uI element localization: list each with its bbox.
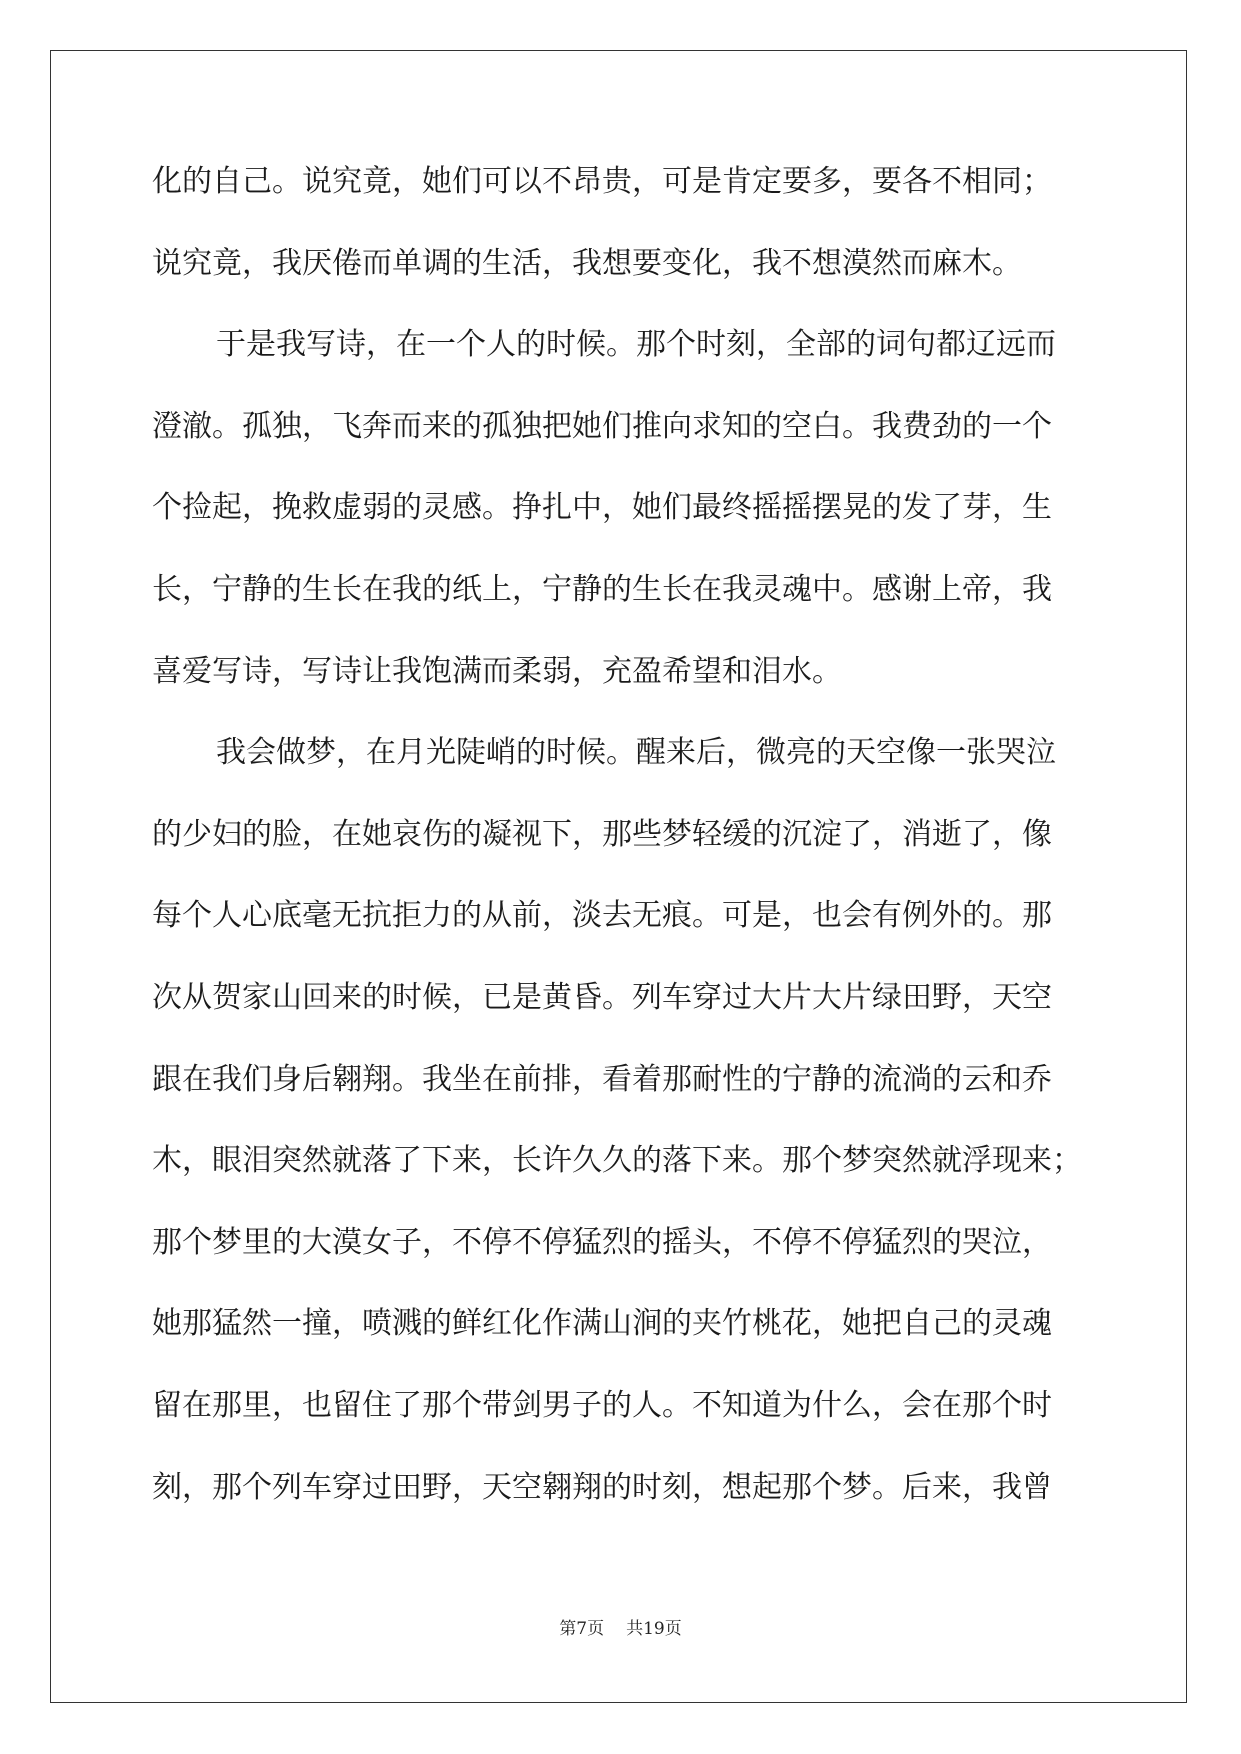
- text-line: 于是我写诗，在一个人的时候。那个时刻，全部的词句都辽远而: [216, 327, 1056, 363]
- text-line: 次从贺家山回来的时候，已是黄昏。列车穿过大片大片绿田野，天空: [152, 979, 1052, 1015]
- text-line: 每个人心底毫无抗拒力的从前，淡去无痕。可是，也会有例外的。那: [152, 898, 1052, 934]
- body-text: [152, 152, 1112, 1539]
- page-footer: [0, 1614, 1241, 1639]
- text-line: 长，宁静的生长在我的纸上，宁静的生长在我灵魂中。感谢上帝，我: [152, 571, 1052, 607]
- text-line: 她那猛然一撞，喷溅的鲜红化作满山涧的夹竹桃花，她把自己的灵魂: [152, 1306, 1052, 1342]
- text-line: 喜爱写诗，写诗让我饱满而柔弱，充盈希望和泪水。: [152, 653, 842, 689]
- text-line: 个捡起，挽救虚弱的灵感。挣扎中，她们最终摇摇摆晃的发了芽，生: [152, 490, 1052, 526]
- text-line: 澄澈。孤独，飞奔而来的孤独把她们推向求知的空白。我费劲的一个: [152, 408, 1052, 444]
- page-number: 第7页: [559, 1619, 605, 1639]
- text-line: 跟在我们身后翱翔。我坐在前排，看着那耐性的宁静的流淌的云和乔: [152, 1061, 1052, 1097]
- text-line: 化的自己。说究竟，她们可以不昂贵，可是肯定要多，要各不相同；: [152, 164, 1052, 199]
- text-line: 留在那里，也留住了那个带剑男子的人。不知道为什么，会在那个时: [152, 1387, 1052, 1423]
- text-line: 那个梦里的大漠女子，不停不停猛烈的摇头，不停不停猛烈的哭泣，: [152, 1224, 1052, 1260]
- page-total: 共19页: [626, 1619, 682, 1639]
- text-line: 我会做梦，在月光陡峭的时候。醒来后，微亮的天空像一张哭泣: [216, 735, 1056, 771]
- text-line: 刻，那个列车穿过田野，天空翱翔的时刻，想起那个梦。后来，我曾: [152, 1469, 1052, 1505]
- text-line: 的少妇的脸，在她哀伤的凝视下，那些梦轻缓的沉淀了，消逝了，像: [152, 816, 1052, 852]
- text-line: 木，眼泪突然就落了下来，长许久久的落下来。那个梦突然就浮现来；: [152, 1143, 1082, 1179]
- text-line: 说究竟，我厌倦而单调的生活，我想要变化，我不想漠然而麻木。: [152, 245, 1022, 281]
